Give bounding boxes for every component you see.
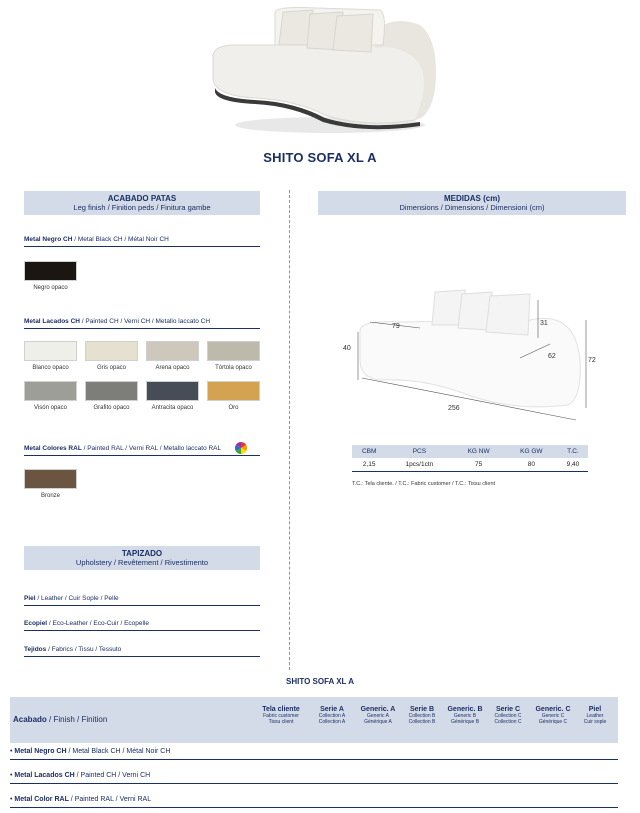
row-rest: / Painted RAL / Verni RAL (68, 796, 152, 803)
col-sub: Leather (586, 713, 604, 719)
col-name: Serie C (495, 706, 521, 713)
measures-title: MEDIDAS (cm) (443, 194, 500, 203)
swatch-label: Grafito opaco (93, 405, 130, 411)
swatch-gris-opaco[interactable] (85, 341, 138, 361)
dim-back-height: 31 (540, 320, 548, 327)
col-sub: Fabric customer (263, 713, 299, 719)
spec-cell: 80 (505, 458, 558, 472)
spec-header: CBM (352, 445, 386, 458)
col-sub: Générique A (364, 719, 392, 725)
col-name: Piel (588, 706, 602, 713)
spec-header: T.C. (558, 445, 588, 458)
spec-header: KG NW (452, 445, 504, 458)
upholstery-item (24, 620, 260, 631)
dim-width: 256 (448, 405, 460, 412)
finish-table-header (10, 697, 618, 743)
swatch-arena-opaco[interactable] (146, 341, 199, 361)
table-row: • Metal Color RAL / Painted RAL / Verni RAL (10, 796, 618, 808)
spec-cell: 1pcs/1ctn (386, 458, 452, 472)
finish-group-bold: Metal Colores RAL (24, 445, 82, 452)
dimension-drawing (340, 280, 620, 430)
table-row (352, 458, 588, 472)
row-bold: Metal Negro CH (14, 748, 67, 755)
finish-header-rest: / Finish / Finition (46, 715, 108, 724)
finish-group-title (24, 236, 260, 247)
swatch-label: Gris opaco (96, 365, 126, 371)
page-title: SHITO SOFA XL A (263, 150, 377, 165)
col-sub: Collection C (494, 719, 522, 725)
measures-header (318, 191, 626, 215)
leg-finish-title: ACABADO PATAS (107, 194, 177, 203)
col-name: Serie B (409, 706, 435, 713)
spec-header: PCS (386, 445, 452, 458)
finish-group-bold: Metal Negro CH (24, 236, 73, 243)
sofa-product-image (195, 0, 455, 140)
spec-cell: 9,40 (558, 458, 588, 472)
col-sub: Generic B (453, 713, 477, 719)
spec-cell: 75 (452, 458, 504, 472)
upholstery-item-bold: Ecopiel (24, 620, 48, 627)
table-row: • Metal Lacados CH / Painted CH / Verni CH (10, 772, 618, 784)
swatch-label: Oro (228, 405, 239, 411)
color-wheel-icon (234, 441, 248, 455)
swatch-vison-opaco[interactable] (24, 381, 77, 401)
swatch-label: Tórtola opaco (215, 365, 252, 371)
upholstery-item-rest: / Eco-Leather / Eco-Cuir / Ecopelle (47, 620, 150, 627)
swatch-label: Visón opaco (34, 405, 67, 411)
finish-group-rest: / Painted RAL / Verni RAL / Metallo laccato RAL (81, 445, 222, 452)
spec-cell: 2,15 (352, 458, 386, 472)
col-sub: Generic A (367, 713, 389, 719)
swatch-label: Blanco opaco (32, 365, 69, 371)
col-sub: Generic C (541, 713, 565, 719)
col-sub: Cuir sople (583, 719, 607, 725)
finish-group-title (24, 445, 260, 456)
row-rest: / Painted CH / Verni CH (74, 772, 151, 779)
row-rest: / Metal Black CH / Métal Noir CH (66, 748, 171, 755)
swatch-tortola-opaco[interactable] (207, 341, 260, 361)
finish-group-rest: / Painted CH / Verni CH / Metallo laccato CH (80, 318, 211, 325)
col-name: Generic. B (447, 706, 483, 713)
fabric-note: T.C.: Tela cliente. / T.C.: Fabric customer / T.C.: Tissu client (352, 481, 496, 487)
finish-group-bold: Metal Lacados CH (24, 318, 80, 325)
dim-seat-depth: 62 (548, 353, 556, 360)
swatch-antracita-opaco[interactable] (146, 381, 199, 401)
upholstery-item-bold: Piel (24, 595, 36, 602)
leg-finish-subtitle: Leg finish / Finition peds / Finitura gambe (73, 203, 211, 212)
upholstery-item-bold: Tejidos (24, 646, 47, 653)
swatch-grafito-opaco[interactable] (85, 381, 138, 401)
col-sub: Générique C (538, 719, 568, 725)
swatch-label: Bronze (40, 493, 60, 499)
col-sub: Collection A (318, 719, 346, 725)
col-name: Tela cliente (262, 706, 300, 713)
col-sub: Collection B (408, 719, 436, 725)
col-name: Generic. A (360, 706, 396, 713)
finish-header-bold: Acabado (13, 715, 47, 724)
leg-finish-header (24, 191, 260, 215)
dim-seat-height: 40 (343, 345, 351, 352)
col-name: Generic. C (535, 706, 571, 713)
col-sub: Collection C (494, 713, 522, 719)
finish-header-label (13, 715, 107, 724)
col-sub: Collection B (408, 713, 436, 719)
swatch-label: Arena opaco (155, 365, 190, 371)
spec-header: KG GW (505, 445, 558, 458)
swatch-oro[interactable] (207, 381, 260, 401)
col-sub: Tissu client (268, 719, 294, 725)
upholstery-title: TAPIZADO (121, 549, 163, 558)
table-row: • Metal Negro CH / Metal Black CH / Métal Noir CH (10, 748, 618, 760)
swatch-negro-opaco[interactable] (24, 261, 77, 281)
swatch-label: Antracita opaco (151, 405, 194, 411)
swatch-label: Negro opaco (33, 285, 68, 291)
swatch-bronze[interactable] (24, 469, 77, 489)
finish-group-title (24, 318, 260, 329)
row-bold: Metal Color RAL (14, 796, 69, 803)
upholstery-header (24, 546, 260, 570)
upholstery-item (24, 646, 260, 657)
upholstery-item-rest: / Leather / Cuir Sople / Pelle (35, 595, 119, 602)
finish-group-rest: / Metal Black CH / Métal Noir CH (72, 236, 169, 243)
col-tela-cliente (250, 706, 312, 725)
measures-subtitle: Dimensions / Dimensions / Dimensioni (cm) (399, 203, 545, 212)
upholstery-item-rest: / Fabrics / Tissu / Tessuto (46, 646, 122, 653)
shipping-spec-table (352, 445, 588, 472)
upholstery-item (24, 595, 260, 606)
dim-total-height: 72 (588, 357, 596, 364)
upholstery-subtitle: Upholstery / Revêtement / Rivestimento (75, 558, 209, 567)
col-piel (570, 706, 620, 725)
column-divider (289, 190, 290, 670)
swatch-blanco-opaco[interactable] (24, 341, 77, 361)
row-bold: Metal Lacados CH (14, 772, 75, 779)
col-sub: Générique B (450, 719, 480, 725)
spec-header-row (352, 445, 588, 458)
bottom-title: SHITO SOFA XL A (285, 677, 354, 686)
col-name: Serie A (320, 706, 344, 713)
col-sub: Collection A (318, 713, 346, 719)
dim-depth-arm: 79 (392, 323, 400, 330)
